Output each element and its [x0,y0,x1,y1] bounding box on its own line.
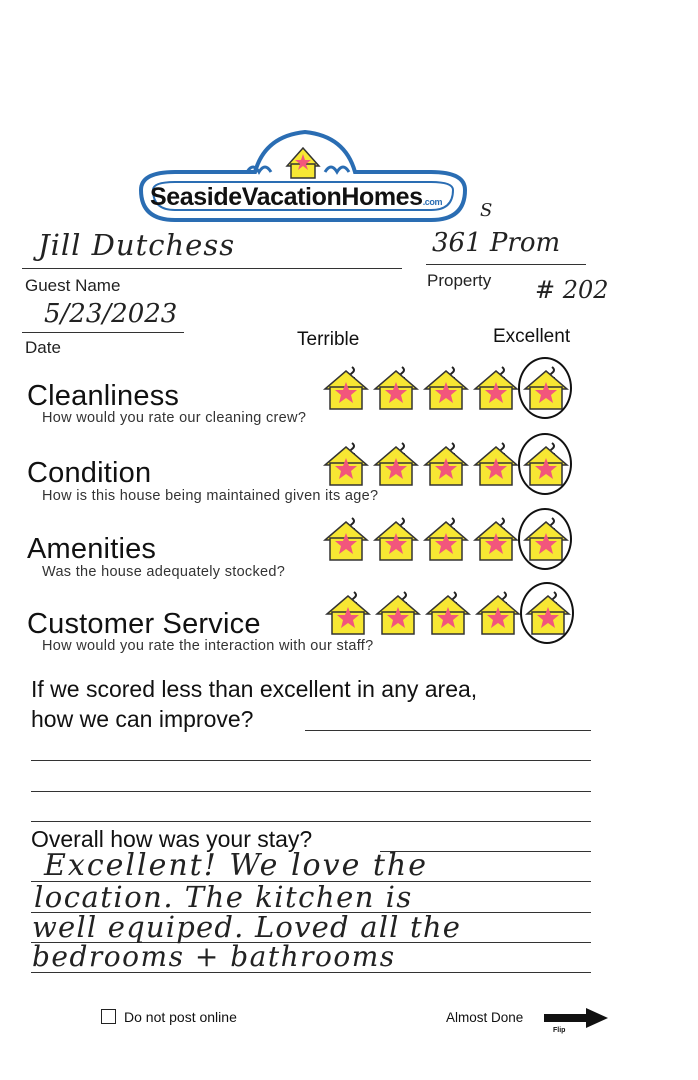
house-star-icon[interactable] [424,590,472,638]
guest-name-line [22,268,402,269]
almost-done-label: Almost Done [446,1010,524,1025]
house-star-icon[interactable] [472,516,520,564]
rating-houses [322,365,570,413]
logo-brand-text: SeasideVacationHomes [150,183,423,211]
flip-label: Flip [553,1027,566,1034]
improve-line-2[interactable] [31,760,591,761]
house-star-icon[interactable] [372,516,420,564]
house-star-icon[interactable] [524,590,572,638]
selected-circle-mark [518,357,572,419]
overall-answer-line1: Excellent! We love the [44,848,428,883]
rating-question: How is this house being maintained given its age? [42,488,379,504]
improve-question-line2: how we can improve? [31,706,254,732]
house-star-icon[interactable] [522,516,570,564]
guest-name-value: Jill Dutchess [38,228,236,262]
house-star-icon[interactable] [422,365,470,413]
rating-question: Was the house adequately stocked? [42,564,286,580]
house-star-icon[interactable] [522,365,570,413]
property-label: Property [427,271,492,290]
property-unit: # 202 [535,276,609,304]
house-star-icon[interactable] [372,365,420,413]
overall-answer-line3: well equiped. Loved all the [32,910,462,944]
selected-circle-mark [520,582,574,644]
do-not-post-label: Do not post online [124,1009,237,1025]
overall-answer-line4: bedrooms + bathrooms [32,940,396,973]
overall-answer-line2: location. The kitchen is [34,880,413,914]
improve-line-1[interactable] [305,730,591,731]
date-value: 5/23/2023 [44,299,178,329]
scale-high-label: Excellent [493,326,571,347]
house-star-icon[interactable] [522,441,570,489]
rating-title: Amenities [27,533,157,565]
date-line [22,332,184,333]
house-star-icon[interactable] [474,590,522,638]
guest-name-label: Guest Name [25,276,121,295]
house-star-icon[interactable] [322,365,370,413]
rating-houses [324,590,572,638]
selected-circle-mark [518,433,572,495]
house-star-icon[interactable] [322,516,370,564]
selected-circle-mark [518,508,572,570]
house-star-icon[interactable] [322,441,370,489]
rating-question: How would you rate our cleaning crew? [42,410,307,426]
house-star-icon[interactable] [374,590,422,638]
improve-line-3[interactable] [31,791,591,792]
improve-line-4[interactable] [31,821,591,822]
property-line [426,264,586,265]
property-value: 361 Prom [432,228,561,258]
rating-question: How would you rate the interaction with our staff? [42,638,374,654]
house-star-icon[interactable] [422,516,470,564]
house-star-icon[interactable] [324,590,372,638]
overall-question: Overall how was your stay? [31,826,313,852]
improve-question-line1: If we scored less than excellent in any area, [31,676,478,702]
rating-houses [322,516,570,564]
house-star-icon[interactable] [372,441,420,489]
house-star-icon[interactable] [472,365,520,413]
logo [135,128,471,226]
rating-title: Customer Service [27,608,261,640]
house-star-icon[interactable] [472,441,520,489]
rating-title: Condition [27,457,152,489]
rating-title: Cleanliness [27,380,180,412]
date-label: Date [25,338,61,357]
rating-houses [322,441,570,489]
property-correction: S [480,200,493,221]
do-not-post-checkbox[interactable] [101,1009,116,1024]
house-star-icon[interactable] [422,441,470,489]
scale-low-label: Terrible [297,329,360,350]
logo-suffix-text: .com [422,197,443,207]
